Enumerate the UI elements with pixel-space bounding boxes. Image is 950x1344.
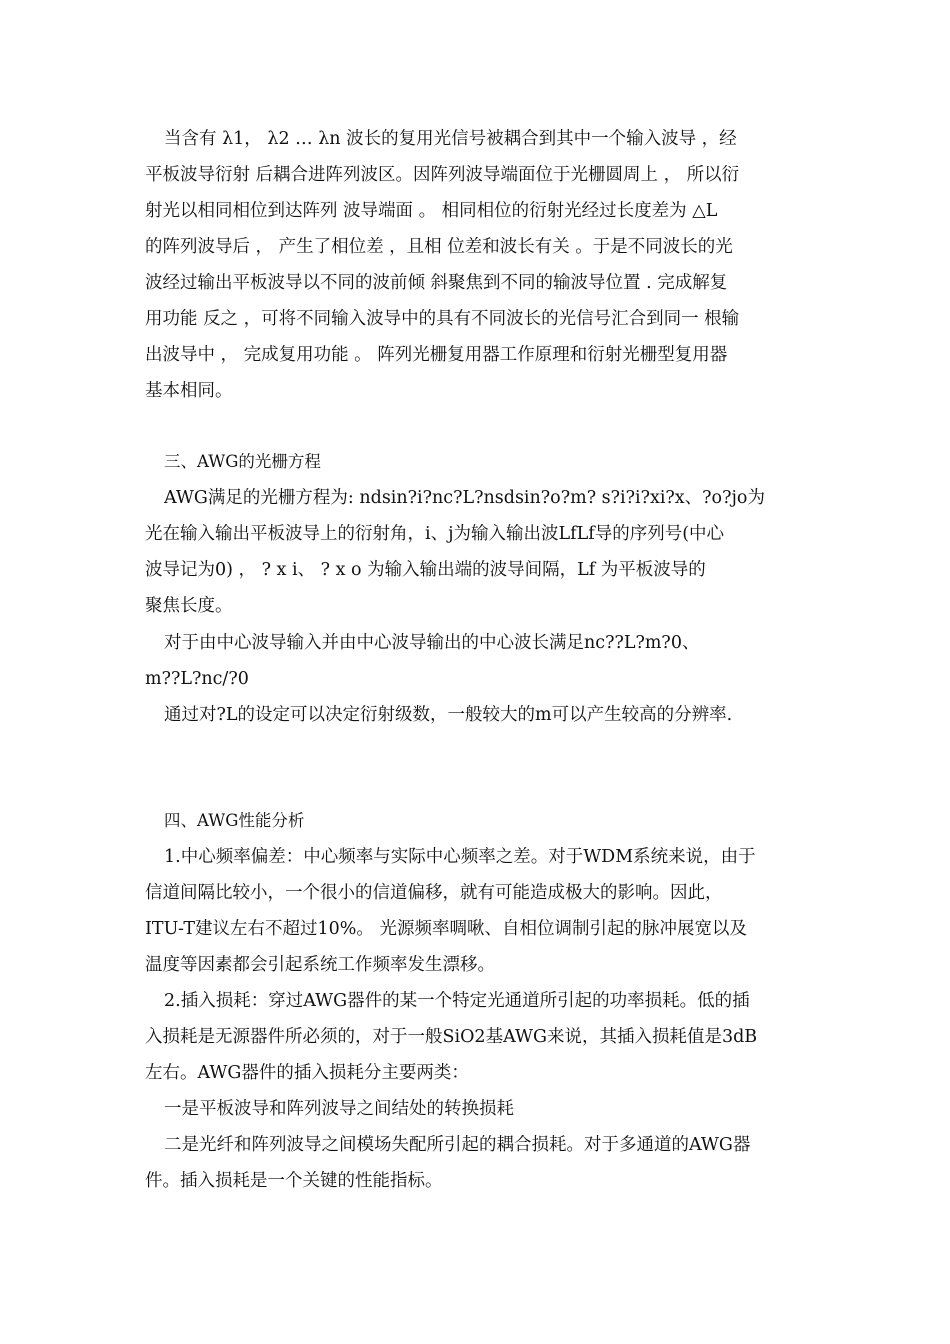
section3-line-5: 对于由中心波导输入并由中心波导输出的中心波长满足nc??L?m?0、 — [164, 633, 700, 653]
section3-line-6: m??L?nc/?0 — [145, 669, 249, 689]
section3-line-1: AWG满足的光栅方程为: ndsin?i?nc?L?nsdsin?o?m? s?i?i?xi?x、?o?jo为 — [164, 488, 765, 508]
paragraph1-line-2: 平板波导衍射 后耦合进阵列波区。因阵列波导端面位于光栅圆周上 ， 所以衍 — [145, 165, 740, 185]
paragraph1-line-4: 的阵列波导后 ， 产生了相位差 ，且相 位差和波长有关 。于是不同波长的光 — [145, 237, 733, 257]
section3-heading: 三、AWG的光栅方程 — [164, 452, 321, 471]
section3-line-4: 聚焦长度。 — [145, 596, 233, 616]
section4-line-2: 信道间隔比较小，一个很小的信道偏移，就有可能造成极大的影响。因此， — [145, 883, 723, 903]
section4-line-7: 左右。AWG器件的插入损耗分主要两类： — [145, 1063, 469, 1083]
section4-line-1: 1.中心频率偏差：中心频率与实际中心频率之差。对于WDM系统来说，由于 — [164, 847, 756, 867]
section3-line-7: 通过对?L的设定可以决定衍射级数，一般较大的m可以产生较高的分辨率. — [164, 705, 733, 725]
paragraph1-line-8: 基本相同。 — [145, 381, 233, 401]
section3-line-2: 光在输入输出平板波导上的衍射角，i、j为输入输出波LfLf导的序列号(中心 — [145, 524, 725, 544]
section4-line-9: 二是光纤和阵列波导之间模场失配所引起的耦合损耗。对于多通道的AWG器 — [164, 1135, 751, 1155]
paragraph1-line-7: 出波导中 ， 完成复用功能 。 阵列光栅复用器工作原理和衍射光栅型复用器 — [145, 345, 728, 365]
paragraph1-line-5: 波经过输出平板波导以不同的波前倾 斜聚焦到不同的输波导位置 . 完成解复 — [145, 273, 728, 293]
section3-line-3: 波导记为0) ， ? x i、 ? x o 为输入输出端的波导间隔，Lf 为平板波导的 — [145, 560, 706, 580]
paragraph1-line-3: 射光以相同相位到达阵列 波导端面 。 相同相位的衍射光经过长度差为 △L — [145, 201, 718, 221]
section4-line-5: 2.插入损耗：穿过AWG器件的某一个特定光通道所引起的功率损耗。低的插 — [164, 991, 750, 1011]
section4-line-8: 一是平板波导和阵列波导之间结处的转换损耗 — [164, 1099, 514, 1119]
paragraph1-line-1: 当含有 λ1， λ2 … λn 波长的复用光信号被耦合到其中一个输入波导 ，经 — [164, 129, 737, 149]
paragraph1-line-6: 用功能 反之 ，可将不同输入波导中的具有不同波长的光信号汇合到同一 根输 — [145, 309, 740, 329]
section4-line-10: 件。插入损耗是一个关键的性能指标。 — [145, 1171, 443, 1191]
section4-line-3: ITU-T建议左右不超过10%。 光源频率啁啾、自相位调制引起的脉冲展宽以及 — [145, 919, 747, 939]
section4-line-6: 入损耗是无源器件所必须的，对于一般SiO2基AWG来说，其插入损耗值是3dB — [145, 1027, 758, 1047]
section4-line-4: 温度等因素都会引起系统工作频率发生漂移。 — [145, 955, 495, 975]
section4-heading: 四、AWG性能分析 — [164, 811, 305, 830]
